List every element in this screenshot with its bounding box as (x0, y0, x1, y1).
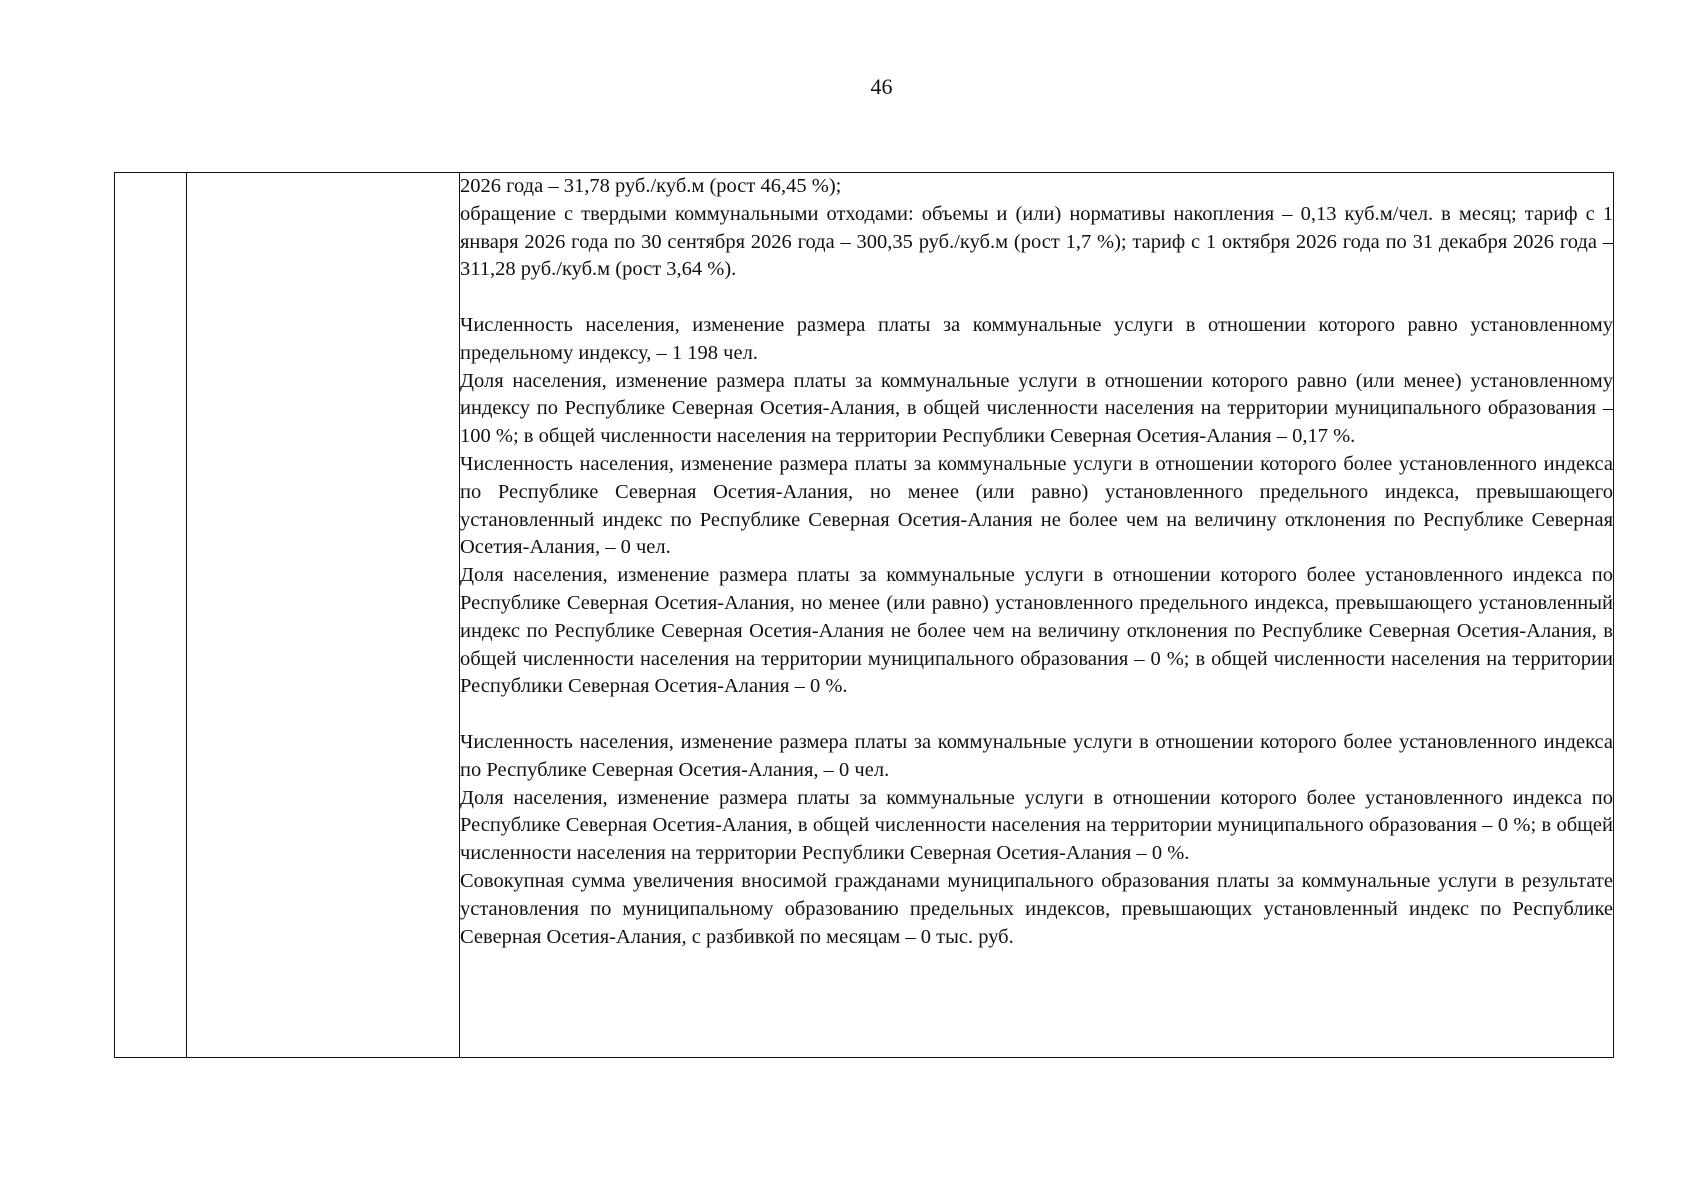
paragraph-share-within-deviation: Доля населения, изменение размера платы за коммунальные услуги в отношении которого более установленного индекса по Республике Северная Осетия-Алания, но менее (или равно) установленного предельного индекса, превышающего установленный индекс по Республике Северная Осетия-Алания не более чем на величину отклонения по Республике Северная Осетия-Алания, в общей численности населения на территории муниципального образования – 0 %; в общей численности населения на территории Республики Северная Осетия-Алания – 0 %. (460, 564, 1613, 698)
table-cell-name (187, 173, 460, 1058)
table-row (115, 173, 1614, 1058)
paragraph-population-within-deviation: Численность населения, изменение размера платы за коммунальные услуги в отношении которого более установленного индекса по Республике Северная Осетия-Алания, но менее (или равно) установленного предельного индекса, превышающего установленный индекс по Республике Северная Осетия-Алания не более чем на величину отклонения по Республике Северная Осетия-Алания, – 0 чел. (460, 452, 1613, 559)
paragraph-total-increase-sum: Совокупная сумма увеличения вносимой гражданами муниципального образования платы за коммунальные услуги в результате установления по муниципальному образованию предельных индексов, превышающих установленный индекс по Республике Северная Осетия-Алания, с разбивкой по месяцам – 0 тыс. руб. (460, 869, 1613, 948)
page-number: 46 (870, 74, 893, 99)
paragraph-spacer (460, 701, 1613, 729)
paragraph-population-equal-limit: Численность населения, изменение размера платы за коммунальные услуги в отношении которого равно установленному предельному индексу, – 1 198 чел. (460, 313, 1613, 364)
paragraph-share-equal-index: Доля населения, изменение размера платы за коммунальные услуги в отношении которого равно (или менее) установленному индексу по Республике Северная Осетия-Алания, в общей численности населения на территории муниципального образования – 100 %; в общей численности населения на территории Республики Северная Осетия-Алания – 0,17 %. (460, 369, 1613, 448)
paragraph-solid-waste: обращение с твердыми коммунальными отходами: объемы и (или) нормативы накопления – 0,13 куб.м/чел. в месяц; тариф с 1 января 2026 года по 30 сентября 2026 года – 300,35 руб./куб.м (рост 1,7 %); тариф с 1 октября 2026 года по 31 декабря 2026 года –311,28 руб./куб.м (рост 3,64 %). (460, 202, 1613, 281)
table-cell-index (115, 173, 187, 1058)
paragraph-population-above-index: Численность населения, изменение размера платы за коммунальные услуги в отношении которого более установленного индекса по Республике Северная Осетия-Алания, – 0 чел. (460, 730, 1613, 781)
paragraph-share-above-index: Доля населения, изменение размера платы за коммунальные услуги в отношении которого более установленного индекса по Республике Северная Осетия-Алания, в общей численности населения на территории муниципального образования – 0 %; в общей численности населения на территории Республики Северная Осетия-Алания – 0 %. (460, 786, 1613, 865)
document-table (114, 172, 1614, 1058)
paragraph-tariff-continuation: 2026 года – 31,78 руб./куб.м (рост 46,45 %); (460, 175, 842, 197)
table-cell-content (460, 173, 1614, 1058)
paragraph-spacer (460, 284, 1613, 312)
